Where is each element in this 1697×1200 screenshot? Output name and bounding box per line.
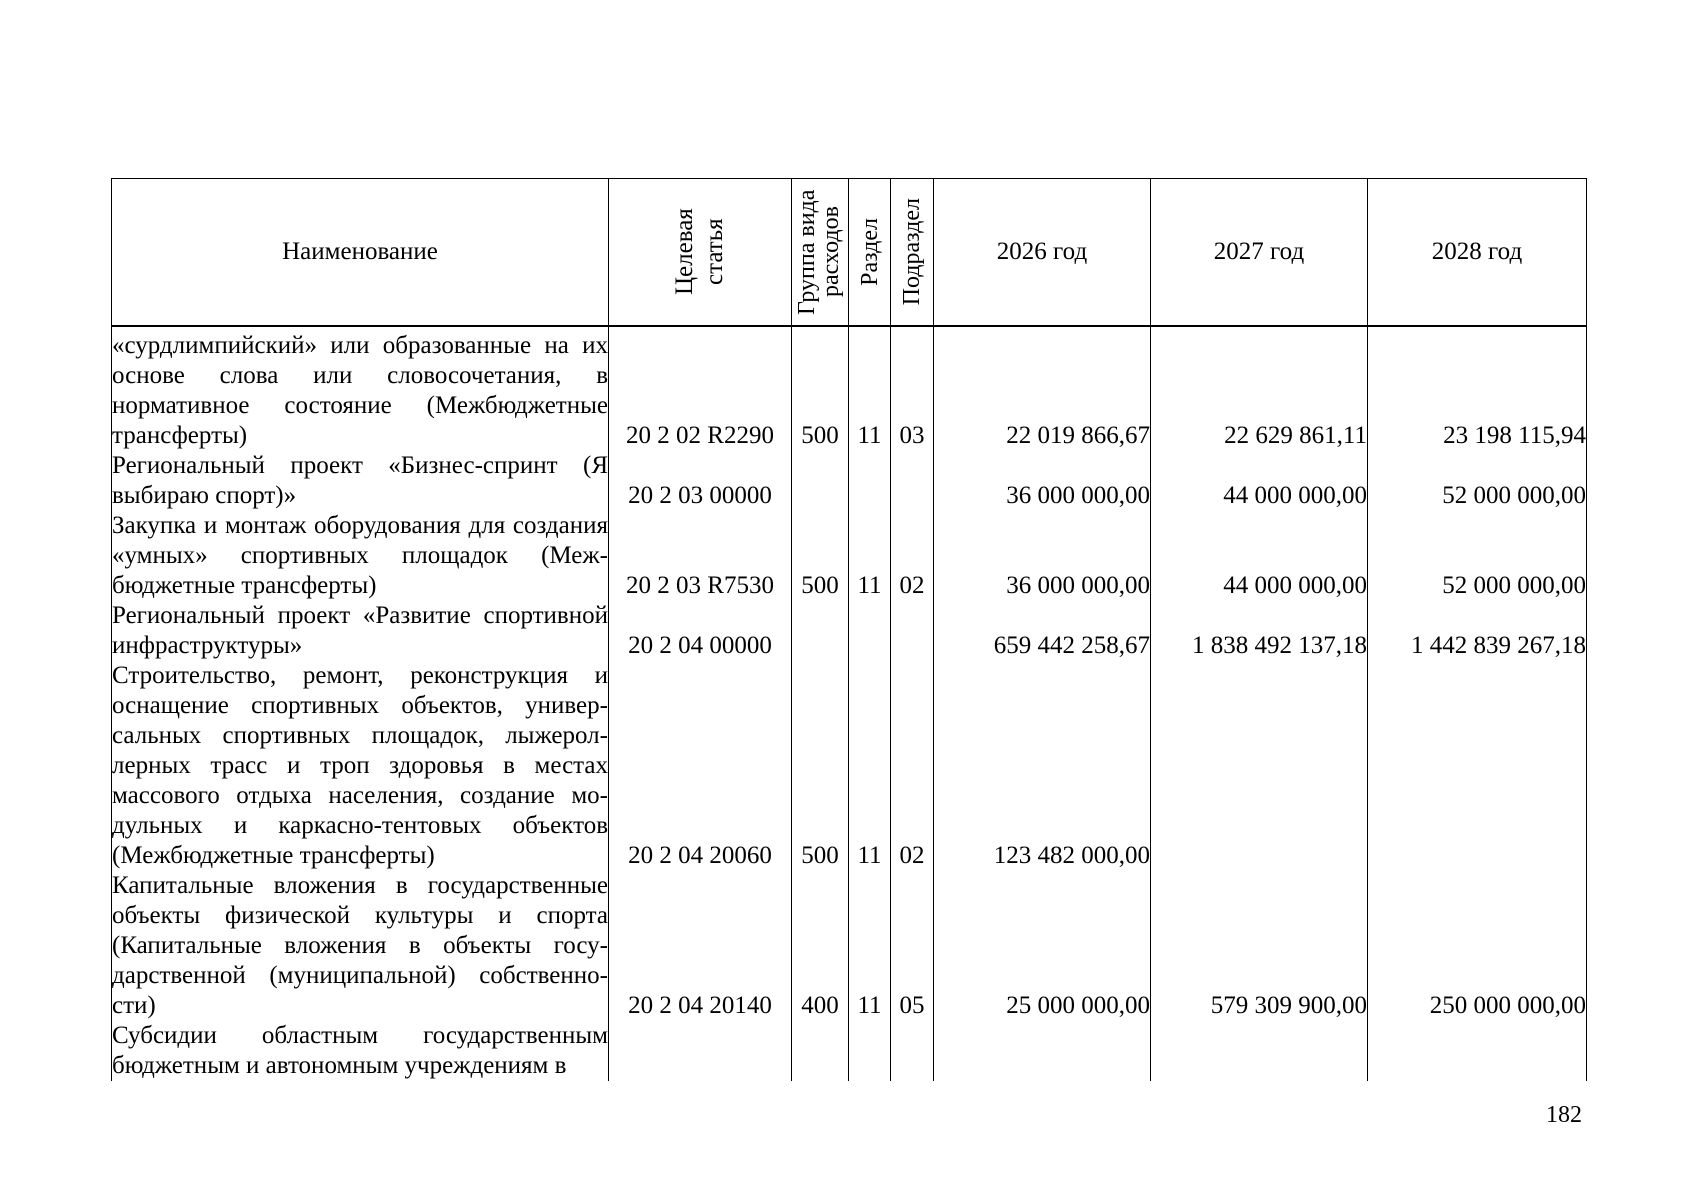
- table-row: [112, 601, 1587, 661]
- header-subsection: Подраздел: [891, 179, 934, 327]
- row-amount-2027: 22 629 861,11: [1151, 326, 1368, 451]
- row-expense-group: [792, 451, 849, 511]
- row-expense-group: 500: [792, 326, 849, 451]
- row-amount-2028: [1368, 661, 1587, 871]
- row-target-article: 20 2 02 R2290: [609, 326, 792, 451]
- row-section: [849, 1021, 891, 1081]
- row-target-article: 20 2 04 20060: [609, 661, 792, 871]
- row-amount-2028: 52 000 000,00: [1368, 451, 1587, 511]
- row-target-article: [609, 1021, 792, 1081]
- row-amount-2028: 52 000 000,00: [1368, 511, 1587, 601]
- header-section: Раздел: [849, 179, 891, 327]
- row-expense-group: [792, 601, 849, 661]
- row-amount-2027: 579 309 900,00: [1151, 871, 1368, 1021]
- table-row: [112, 871, 1587, 1021]
- row-amount-2026: [934, 1021, 1151, 1081]
- row-expense-group: 500: [792, 661, 849, 871]
- header-2028: 2028 год: [1368, 179, 1587, 327]
- row-name: «сурдлимпийский» или образованные на их основе слова или словосочетания, в нормативное состояние (Межбюджетные трансферты): [112, 326, 609, 451]
- row-amount-2026: 123 482 000,00: [934, 661, 1151, 871]
- row-amount-2026: 659 442 258,67: [934, 601, 1151, 661]
- row-amount-2027: 44 000 000,00: [1151, 451, 1368, 511]
- table-row: [112, 451, 1587, 511]
- row-amount-2028: 1 442 839 267,18: [1368, 601, 1587, 661]
- row-section: [849, 451, 891, 511]
- row-amount-2027: 44 000 000,00: [1151, 511, 1368, 601]
- row-amount-2027: [1151, 661, 1368, 871]
- row-name: Строительство, ремонт, реконструкция и оснащение спортивных объектов, универсальных спортивных площадок, лыжероллерных трасс и троп здоровья в местах массового отдыха населения, создание модульных и каркасно-тентовых объектов (Межбюджетные трансферты): [112, 662, 608, 869]
- table-header-row: [112, 179, 1587, 327]
- row-subsection: 02: [891, 661, 934, 871]
- table-row: [112, 511, 1587, 601]
- row-expense-group: [792, 1021, 849, 1081]
- row-subsection: 02: [891, 511, 934, 601]
- row-subsection: [891, 451, 934, 511]
- page-number: 182: [1546, 1102, 1582, 1128]
- row-name: Капитальные вложения в государственные объекты физической культуры и спорта (Капитальные вложения в объекты государственной (муниципальной) собственности): [112, 872, 608, 1019]
- row-name: Региональный проект «Развитие спортивной инфраструктуры»: [112, 602, 608, 659]
- row-target-article: 20 2 04 20140: [609, 871, 792, 1021]
- row-section: [849, 601, 891, 661]
- row-expense-group: 500: [792, 511, 849, 601]
- header-name: Наименование: [112, 179, 609, 327]
- row-section: 11: [849, 511, 891, 601]
- row-name: Закупка и монтаж оборудования для создания «умных» спортивных площадок (Межбюджетные трансферты): [112, 512, 608, 599]
- row-subsection: [891, 601, 934, 661]
- row-subsection: [891, 1021, 934, 1081]
- row-amount-2028: 250 000 000,00: [1368, 871, 1587, 1021]
- row-amount-2026: 36 000 000,00: [934, 451, 1151, 511]
- row-amount-2027: [1151, 1021, 1368, 1081]
- row-amount-2026: 22 019 866,67: [934, 326, 1151, 451]
- header-2026: 2026 год: [934, 179, 1151, 327]
- row-section: 11: [849, 661, 891, 871]
- header-target-article: Целевая статья: [609, 179, 792, 327]
- row-name: Региональный проект «Бизнес-спринт (Я выбираю спорт)»: [112, 452, 608, 509]
- table-row: [112, 326, 1587, 451]
- table-row: [112, 1021, 1587, 1081]
- row-amount-2028: 23 198 115,94: [1368, 326, 1587, 451]
- budget-table: [111, 178, 1587, 1081]
- row-amount-2026: 25 000 000,00: [934, 871, 1151, 1021]
- row-amount-2026: 36 000 000,00: [934, 511, 1151, 601]
- row-expense-group: 400: [792, 871, 849, 1021]
- row-target-article: 20 2 04 00000: [609, 601, 792, 661]
- row-subsection: 05: [891, 871, 934, 1021]
- row-amount-2027: 1 838 492 137,18: [1151, 601, 1368, 661]
- row-section: 11: [849, 326, 891, 451]
- row-subsection: 03: [891, 326, 934, 451]
- row-target-article: 20 2 03 00000: [609, 451, 792, 511]
- row-target-article: 20 2 03 R7530: [609, 511, 792, 601]
- header-2027: 2027 год: [1151, 179, 1368, 327]
- row-section: 11: [849, 871, 891, 1021]
- row-name: Субсидии областным государственным бюджетным и автономным учреждениям в: [112, 1022, 608, 1079]
- table-row: [112, 661, 1587, 871]
- row-amount-2028: [1368, 1021, 1587, 1081]
- header-expense-group: Группа вида расходов: [792, 179, 849, 327]
